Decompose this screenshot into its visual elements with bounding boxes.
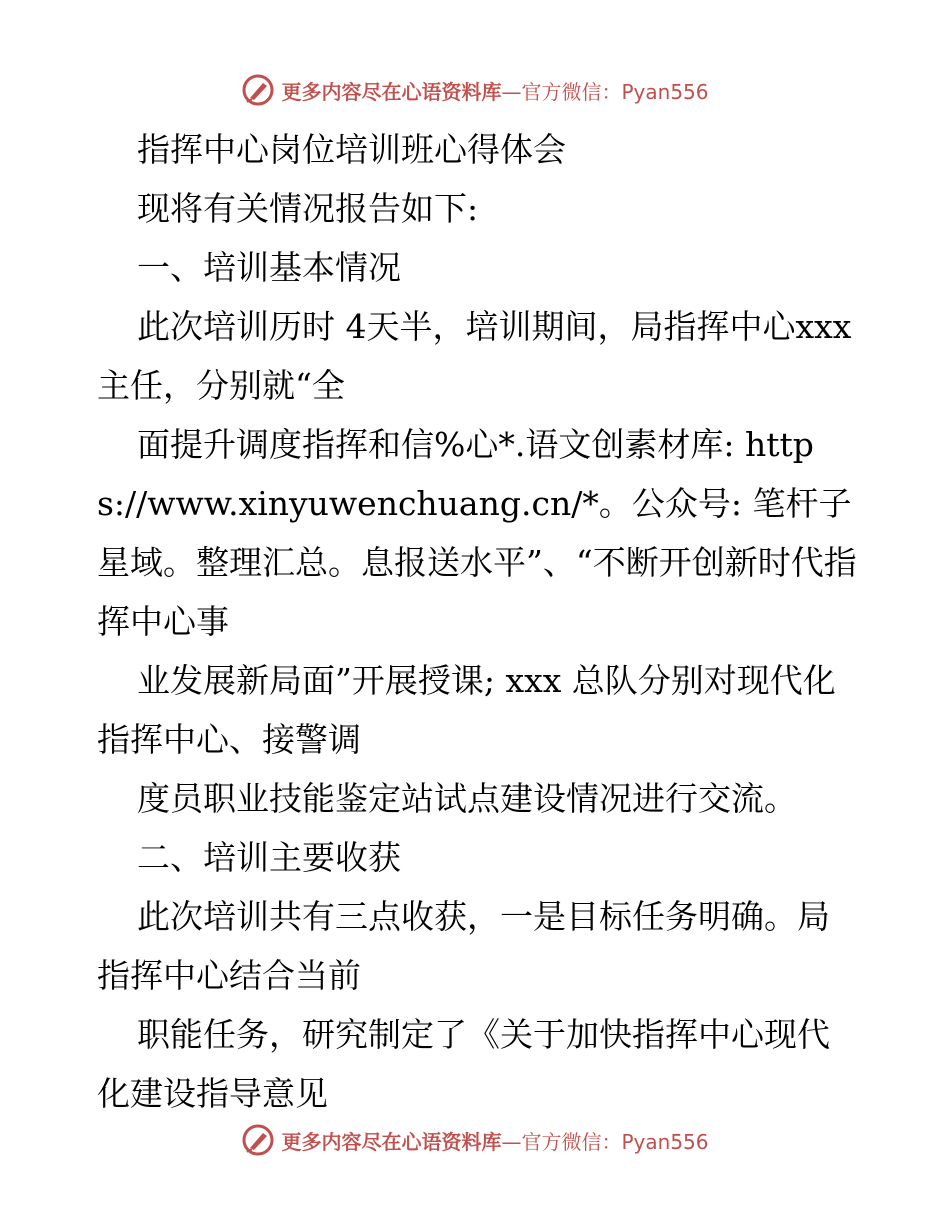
- header-banner: [0, 70, 950, 110]
- document-title: 指挥中心岗位培训班心得体会: [137, 130, 566, 169]
- document-body: [97, 120, 862, 1123]
- brush-pen-logo-icon: [241, 1123, 275, 1157]
- paragraph: 此次培训历时 4天半，培训期间，局指挥中心xxx 主任，分别就“全: [97, 307, 862, 405]
- banner-separator: —: [501, 1129, 522, 1154]
- paragraph: 面提升调度指挥和信%心*.语文创素材库: https://www.xinyuwenchuang.cn/*。公众号: 笔杆子星域。整理汇总。息报送水平”、“不断开创新时代指挥中心事: [97, 425, 857, 641]
- paragraph: 职能任务，研究制定了《关于加快指挥中心现代化建设指导意见: [97, 1015, 830, 1113]
- banner-wechat-id: Pyan556: [621, 1129, 709, 1154]
- paragraph: 此次培训共有三点收获，一是目标任务明确。局指挥中心结合当前: [97, 897, 830, 995]
- paragraph: 度员职业技能鉴定站试点建设情况进行交流。: [137, 779, 797, 818]
- banner-wechat-label: 官方微信：: [521, 1129, 622, 1154]
- banner-separator: —: [501, 79, 522, 104]
- banner-wechat-label: 官方微信：: [521, 79, 622, 104]
- section-heading: 二、培训主要收获: [137, 838, 401, 877]
- paragraph: 业发展新局面”开展授课; xxx 总队分别对现代化指挥中心、接警调: [97, 661, 836, 759]
- section-heading: 一、培训基本情况: [137, 248, 401, 287]
- brush-pen-logo-icon: [241, 73, 275, 107]
- banner-site-text: 更多内容尽在心语资料库: [281, 1129, 502, 1154]
- banner-wechat-id: Pyan556: [621, 79, 709, 104]
- banner-text: [281, 1126, 708, 1155]
- banner-site-text: 更多内容尽在心语资料库: [281, 79, 502, 104]
- banner-text: [281, 76, 708, 105]
- paragraph: 现将有关情况报告如下:: [137, 189, 479, 228]
- footer-banner: [0, 1120, 950, 1160]
